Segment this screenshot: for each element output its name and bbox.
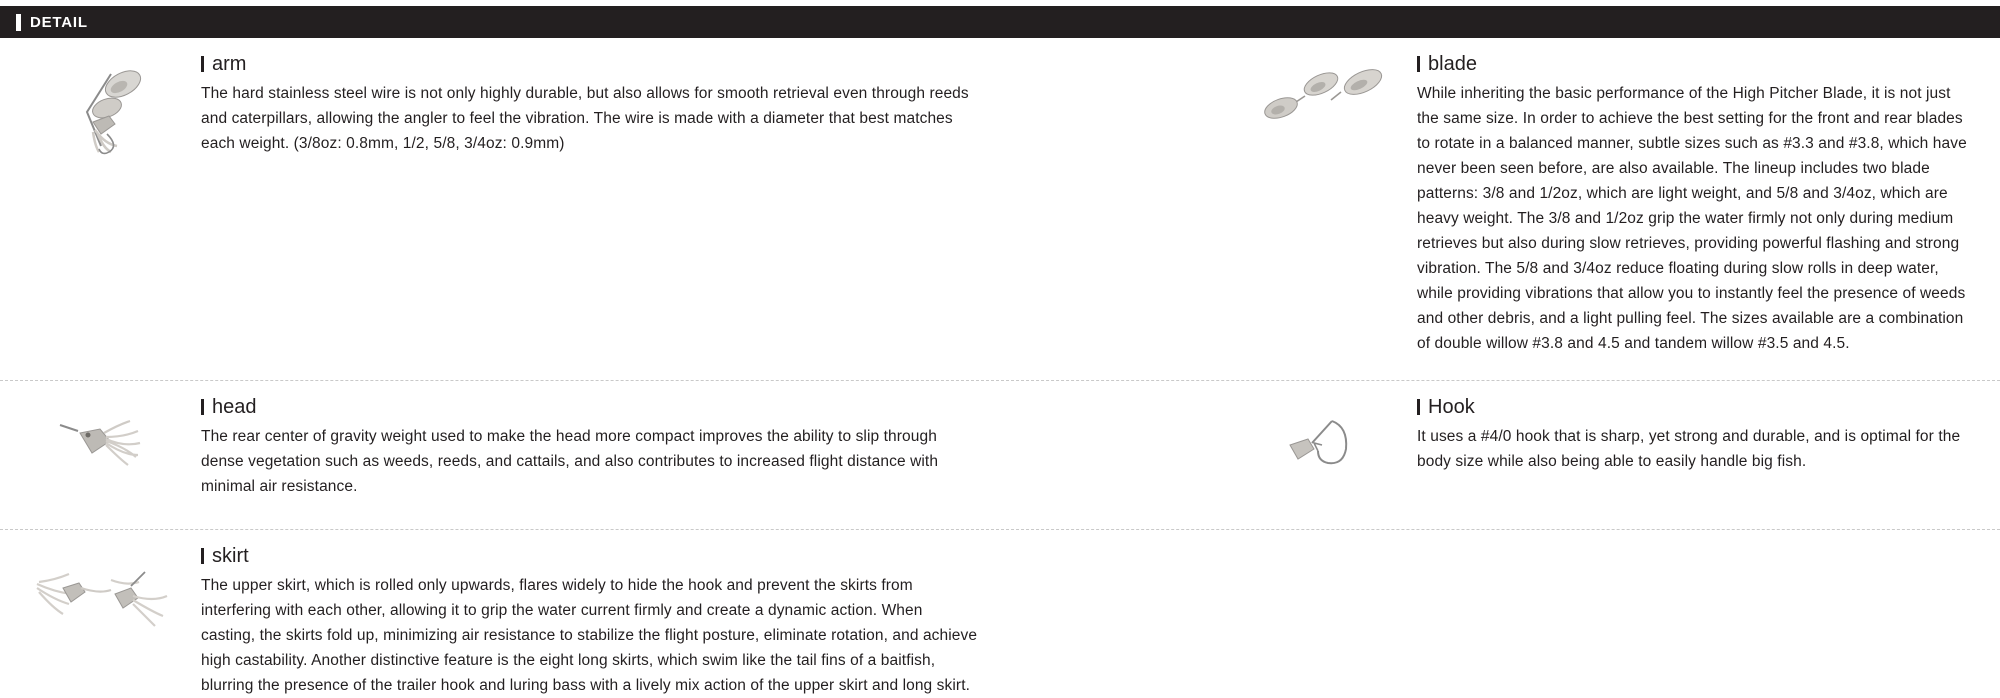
spinnerbait-head-photo — [6, 381, 201, 499]
section-title-blade — [1417, 54, 1970, 74]
detail-cell-blade — [1222, 38, 2000, 356]
section-body-head: The rear center of gravity weight used to make the head more compact improves the ability to slip through dense vegetation such as weeds, reeds, and cattails, and also contributes to increased flight distance with minimal air resistance. — [201, 428, 939, 495]
section-title-skirt-label: skirt — [212, 545, 249, 567]
title-tick-icon — [201, 56, 204, 72]
detail-cell-empty — [1222, 530, 2000, 698]
spinnerbait-skirt-photo — [6, 530, 201, 698]
detail-cell-arm — [0, 38, 1222, 356]
detail-row-1 — [0, 38, 2000, 356]
section-body-arm: The hard stainless steel wire is not only highly durable, but also allows for smooth retrieval even through reeds and caterpillars, allowing the angler to feel the vibration. The wire is made with a diameter that best matches each weight. (3/8oz: 0.8mm, 1/2, 5/8, 3/4oz: 0.9mm) — [201, 85, 969, 152]
section-title-skirt — [201, 546, 981, 566]
title-tick-icon — [201, 399, 204, 415]
detail-cell-hook — [1222, 381, 2000, 499]
detail-text-blade — [1417, 38, 2000, 356]
detail-text-hook — [1417, 381, 2000, 499]
title-tick-icon — [201, 548, 204, 564]
section-title-blade-label: blade — [1428, 53, 1477, 75]
detail-sections — [0, 38, 2000, 698]
title-tick-icon — [1417, 399, 1420, 415]
spinnerbait-arm-photo — [6, 38, 201, 356]
spinnerbait-hook-photo — [1222, 381, 1417, 499]
section-body-skirt: The upper skirt, which is rolled only upwards, flares widely to hide the hook and prevent the skirts from interfering with each other, allowing it to grip the water current firmly and create a dynamic action. When casting, the skirts fold up, minimizing air resistance to stabilize the flight posture, eliminate rotation, and achieve high castability. Another distinctive feature is the eight long skirts, which swim like the tail fins of a baitfish, blurring the presence of the trailer hook and luring bass with a lively mix action of the upper skirt and long skirt. — [201, 577, 978, 694]
section-title-head-label: head — [212, 396, 257, 418]
detail-cell-skirt — [0, 530, 1222, 698]
detail-header-bar — [0, 6, 2000, 38]
detail-text-head — [201, 381, 1011, 499]
detail-row-2 — [0, 380, 2000, 499]
section-body-hook: It uses a #4/0 hook that is sharp, yet strong and durable, and is optimal for the body size while also being able to easily handle big fish. — [1417, 428, 1961, 470]
detail-cell-head — [0, 381, 1222, 499]
detail-text-skirt — [201, 530, 1011, 698]
detail-row-3 — [0, 529, 2000, 698]
section-title-head — [201, 397, 981, 417]
section-title-arm-label: arm — [212, 53, 247, 75]
section-title-hook-label: Hook — [1428, 396, 1475, 418]
section-title-arm — [201, 54, 981, 74]
title-tick-icon — [1417, 56, 1420, 72]
detail-header-accent — [16, 14, 21, 31]
detail-header-title: DETAIL — [30, 13, 88, 31]
section-title-hook — [1417, 397, 1970, 417]
section-body-blade: While inheriting the basic performance of the High Pitcher Blade, it is not just the same size. In order to achieve the best setting for the front and rear blades to rotate in a balanced manner, subtle sizes such as #3.3 and #3.8, which have never been seen before, are also available. The lineup includes two blade patterns: 3/8 and 1/2oz, which are light weight, and 5/8 and 3/4oz, which are heavy weight. The 3/8 and 1/2oz grip the water firmly not only during medium retrieves but also during slow retrieves, providing powerful flashing and strong vibration. The 5/8 and 3/4oz reduce floating during slow rolls in deep water, while providing vibrations that allow you to instantly feel the presence of weeds and other debris, and a light pulling feel. The sizes available are a combination of double willow #3.8 and 4.5 and tandem willow #3.5 and 4.5. — [1417, 85, 1967, 352]
detail-text-arm — [201, 38, 1011, 356]
spinnerbait-blades-photo — [1222, 38, 1417, 356]
